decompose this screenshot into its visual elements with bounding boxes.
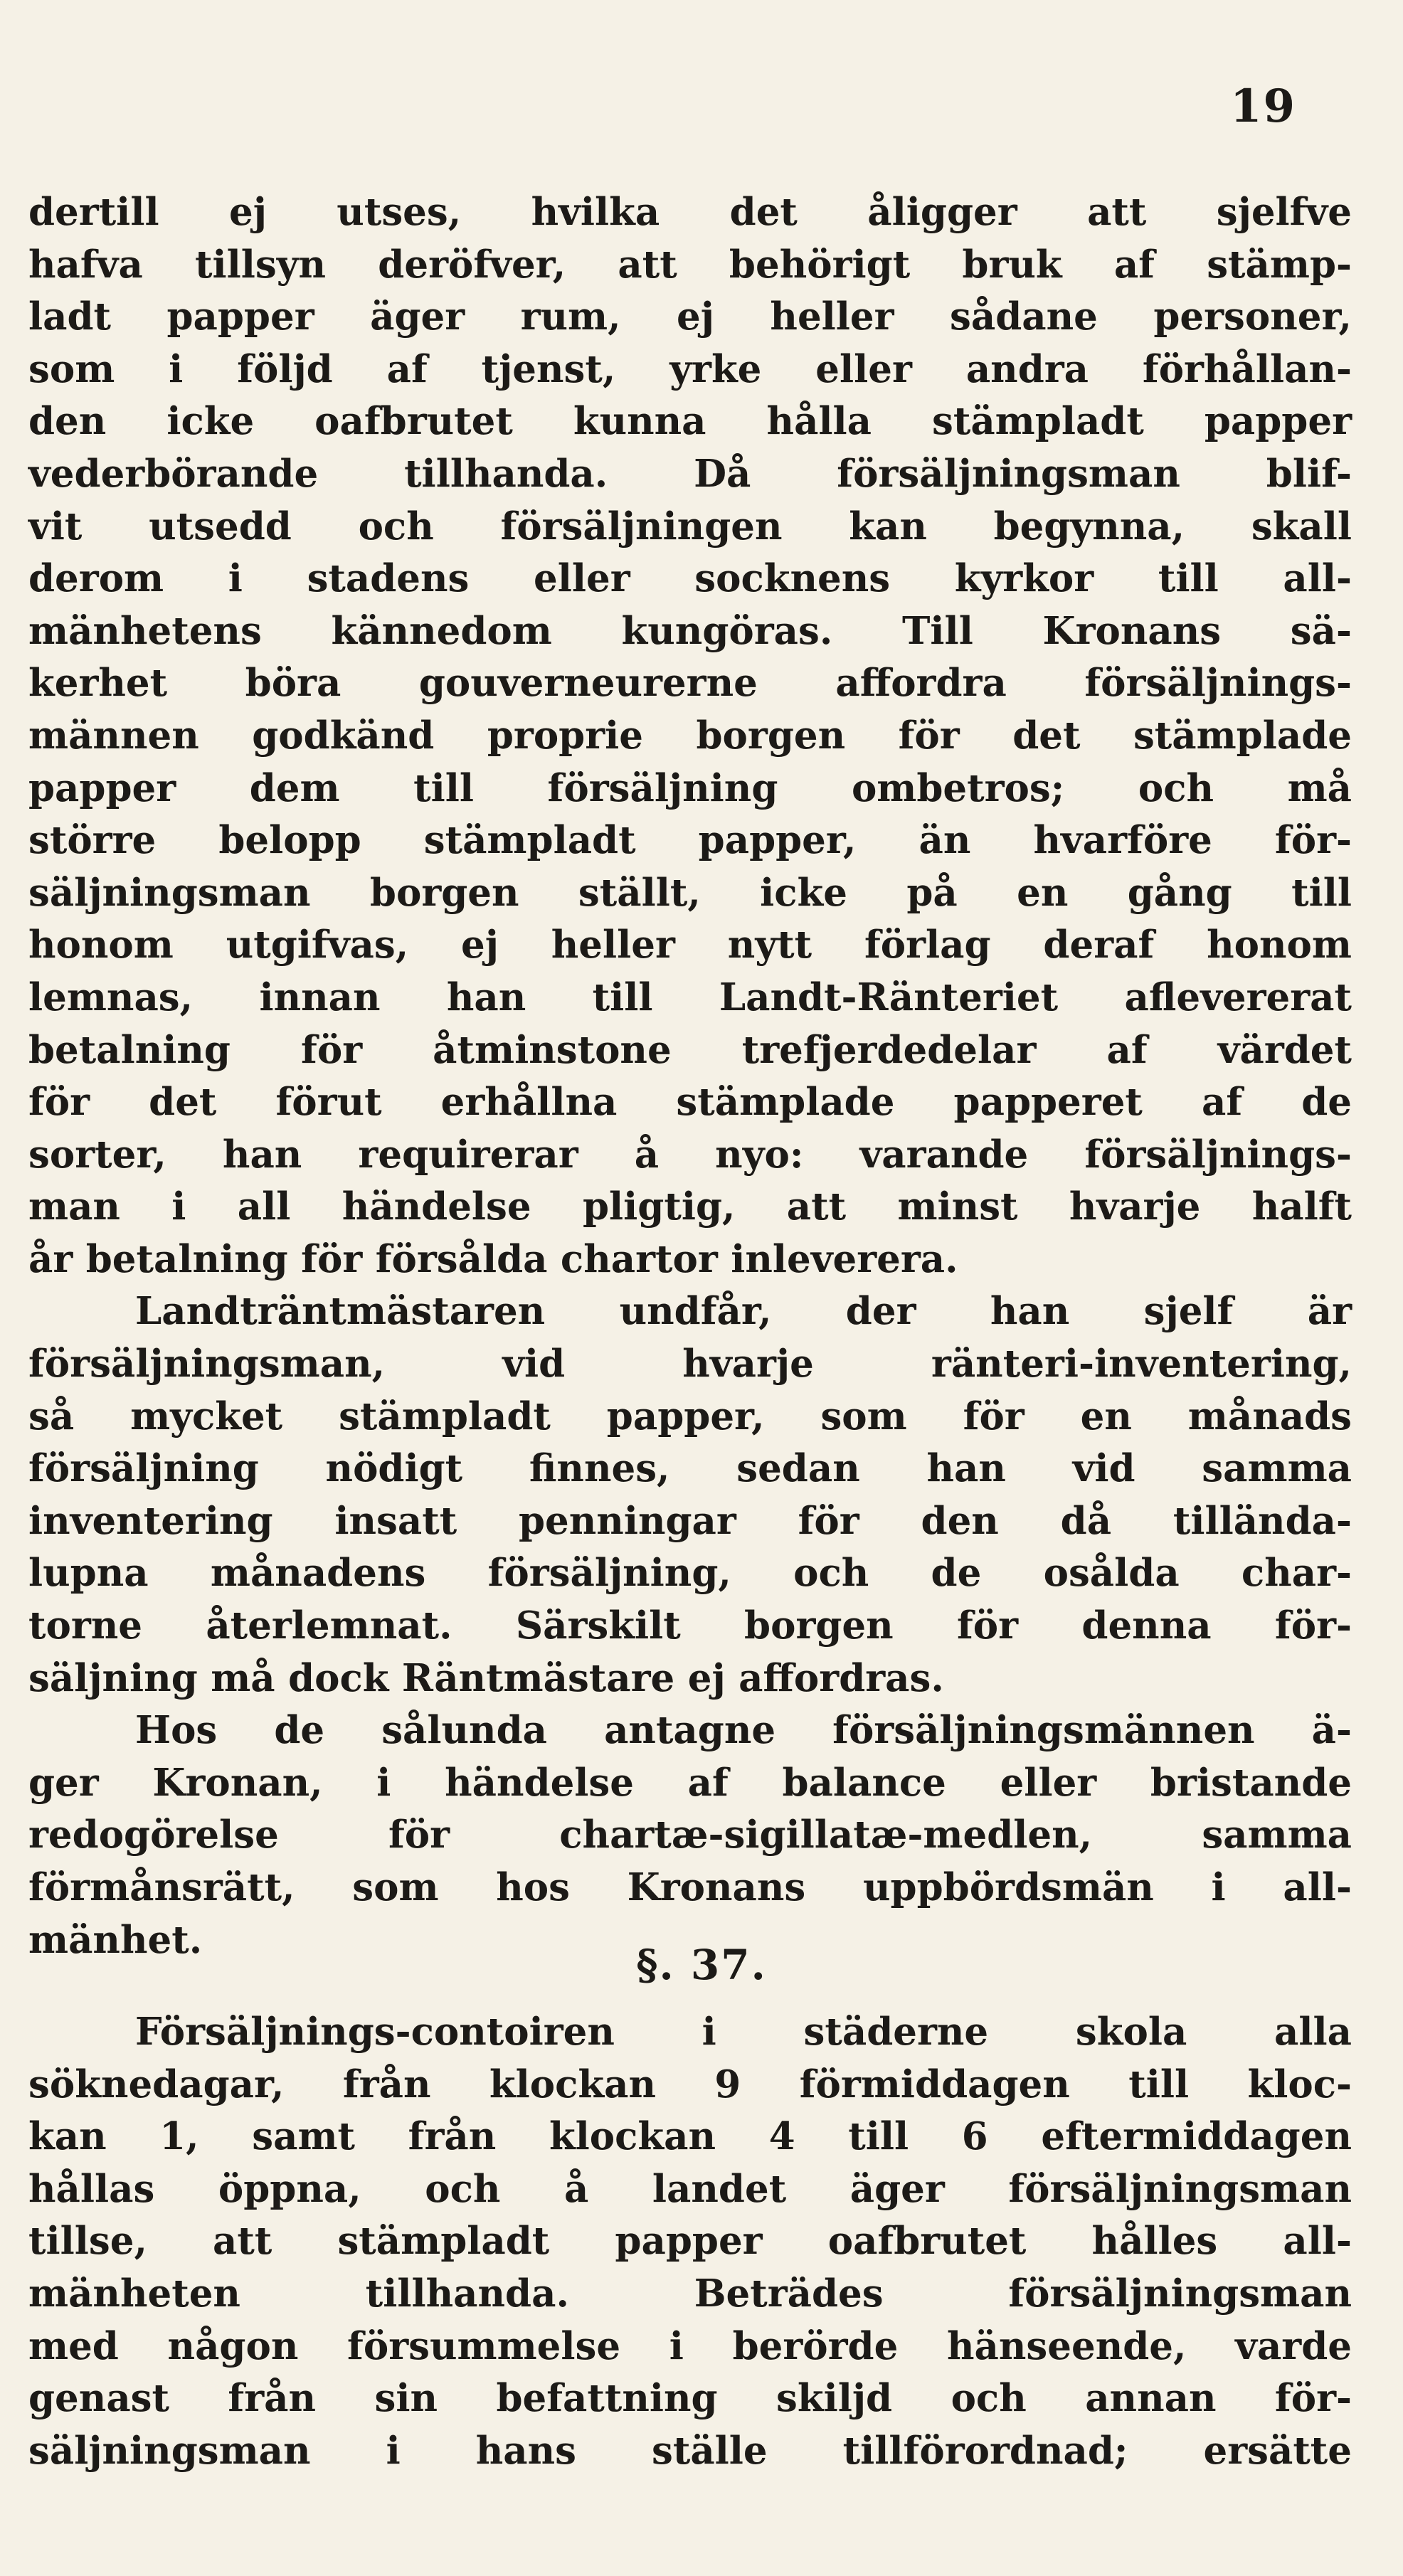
text-line: lupna månadens försäljning, och de osålda char- — [28, 1551, 1352, 1596]
text-line: betalning för åtminstone trefjerdedelar af värdet — [28, 1027, 1352, 1072]
body-text — [28, 186, 1352, 1966]
text-line: hafva tillsyn deröfver, att behörigt bruk af stämp- — [28, 242, 1352, 287]
text-line: genast från sin befattning skiljd och annan för- — [28, 2376, 1352, 2421]
text-line: papper dem till försäljning ombetros; och må — [28, 765, 1352, 810]
text-line: redogörelse för chartæ-sigillatæ-medlen, samma — [28, 1813, 1352, 1857]
text-line: kerhet böra gouverneurerne affordra försäljnings- — [28, 661, 1352, 706]
text-line: år betalning för försålda chartor inleverera. — [28, 1236, 958, 1281]
text-line: tillse, att stämpladt papper oafbrutet hålles all- — [28, 2219, 1352, 2264]
text-line: den icke oafbrutet kunna hålla stämpladt papper — [28, 399, 1352, 444]
text-line: Landträntmästaren undfår, der han sjelf är — [135, 1289, 1352, 1334]
text-line: vederbörande tillhanda. Då försäljningsman blif- — [28, 451, 1352, 496]
text-line: för det förut erhållna stämplade papperet af de — [28, 1080, 1352, 1125]
text-line: inventering insatt penningar för den då tillända- — [28, 1498, 1352, 1543]
text-line: mänhet. — [28, 1917, 203, 1962]
text-line: försäljning nödigt finnes, sedan han vid samma — [28, 1446, 1352, 1491]
text-line: männen godkänd proprie borgen för det stämplade — [28, 713, 1352, 758]
text-line: vit utsedd och försäljningen kan begynna, skall — [28, 504, 1352, 548]
text-line: Hos de sålunda antagne försäljningsmännen ä- — [135, 1708, 1352, 1753]
text-line: ladt papper äger rum, ej heller sådane personer, — [28, 295, 1352, 339]
text-line: lemnas, innan han till Landt-Ränteriet aflevererat — [28, 975, 1352, 1019]
text-line: säljningsman i hans ställe tillförordnad; ersätte — [28, 2428, 1352, 2473]
text-line: säljningsman borgen ställt, icke på en gång till — [28, 870, 1352, 915]
text-line: ger Kronan, i händelse af balance eller bristande — [28, 1760, 1352, 1805]
text-line: med någon försummelse i berörde hänseende, varde — [28, 2323, 1352, 2368]
text-line: man i all händelse pligtig, att minst hvarje halft — [28, 1184, 1352, 1229]
text-line: som i följd af tjenst, yrke eller andra förhållan- — [28, 346, 1352, 391]
text-line: torne återlemnat. Särskilt borgen för denna för- — [28, 1604, 1352, 1648]
text-line: mänheten tillhanda. Beträdes försäljningsman — [28, 2271, 1352, 2316]
section-body-text — [28, 2006, 1352, 2477]
text-line: honom utgifvas, ej heller nytt förlag deraf honom — [28, 923, 1352, 968]
page-number: 19 — [1229, 80, 1296, 133]
text-line: derom i stadens eller socknens kyrkor till all- — [28, 556, 1352, 601]
text-line: försäljningsman, vid hvarje ränteri-inventering, — [28, 1342, 1352, 1387]
text-line: kan 1, samt från klockan 4 till 6 eftermiddagen — [28, 2114, 1352, 2159]
text-line: sorter, han requirerar å nyo: varande försäljnings- — [28, 1132, 1352, 1177]
text-line: så mycket stämpladt papper, som för en månads — [28, 1394, 1352, 1438]
text-line: förmånsrätt, som hos Kronans uppbördsmän i all- — [28, 1865, 1352, 1909]
text-line: Försäljnings-contoiren i städerne skola alla — [135, 2010, 1352, 2054]
text-line: hållas öppna, och å landet äger försäljningsman — [28, 2166, 1352, 2211]
text-line: dertill ej utses, hvilka det åligger att sjelfve — [28, 190, 1352, 234]
section-heading: §. 37. — [636, 1941, 767, 1989]
text-line: mänhetens kännedom kungöras. Till Kronans sä- — [28, 608, 1352, 653]
text-line: större belopp stämpladt papper, än hvarföre för- — [28, 818, 1352, 863]
text-line: söknedagar, från klockan 9 förmiddagen till kloc- — [28, 2062, 1352, 2106]
text-line: säljning må dock Räntmästare ej affordras. — [28, 1655, 944, 1700]
